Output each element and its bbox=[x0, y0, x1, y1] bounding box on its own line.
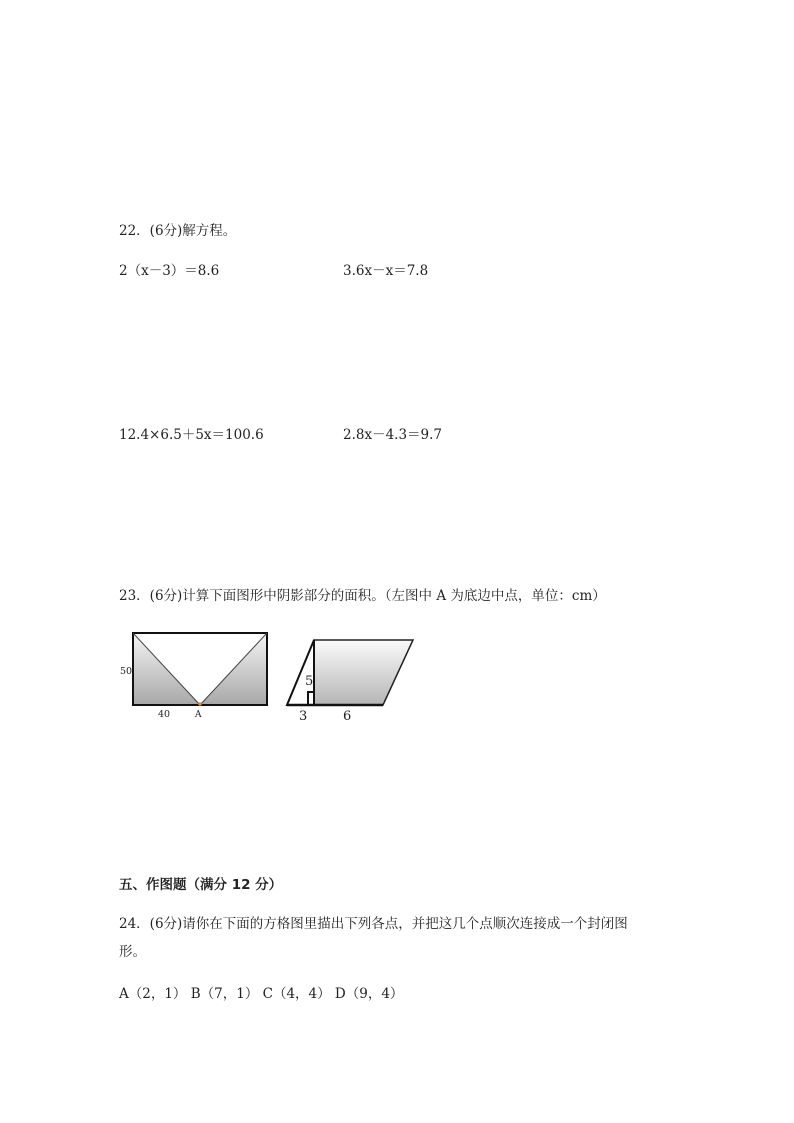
height-label: 50 bbox=[120, 666, 133, 677]
base-label: 40 bbox=[158, 709, 171, 720]
q22-equation-1: 2（x－3）＝8.6 bbox=[119, 263, 220, 279]
q24-title-line-1: 24．(6分)请你在下面的方格图里描出下列各点，并把这几个点顺次连接成一个封闭图 bbox=[119, 916, 628, 932]
q22-equation-4: 2.8x－4.3＝9.7 bbox=[343, 427, 443, 443]
point-a-label: A bbox=[195, 710, 202, 720]
q24-title-line-2: 形。 bbox=[119, 944, 146, 960]
q23-title: 23．(6分)计算下面图形中阴影部分的面积。（左图中 A 为底边中点，单位：cm） bbox=[119, 588, 606, 604]
q22-equation-3: 12.4×6.5＋5x＝100.6 bbox=[119, 427, 264, 443]
rectangle-figure bbox=[110, 625, 280, 725]
q24-points: A（2，1） B（7，1） C（4，4） D（9，4） bbox=[119, 986, 404, 1002]
right-base-label-6: 6 bbox=[343, 709, 352, 724]
section-5-title: 五、作图题（满分 12 分） bbox=[119, 877, 283, 893]
q22-equation-2: 3.6x－x＝7.8 bbox=[343, 263, 429, 279]
left-base-label-3: 3 bbox=[299, 709, 308, 724]
height-label-5: 5 bbox=[305, 674, 314, 689]
shaded-parallelogram bbox=[314, 640, 413, 705]
q22-title: 22．(6分)解方程。 bbox=[119, 223, 237, 239]
white-triangle bbox=[287, 640, 314, 705]
midpoint-a-marker bbox=[198, 702, 202, 706]
parallelogram-figure bbox=[280, 632, 420, 727]
